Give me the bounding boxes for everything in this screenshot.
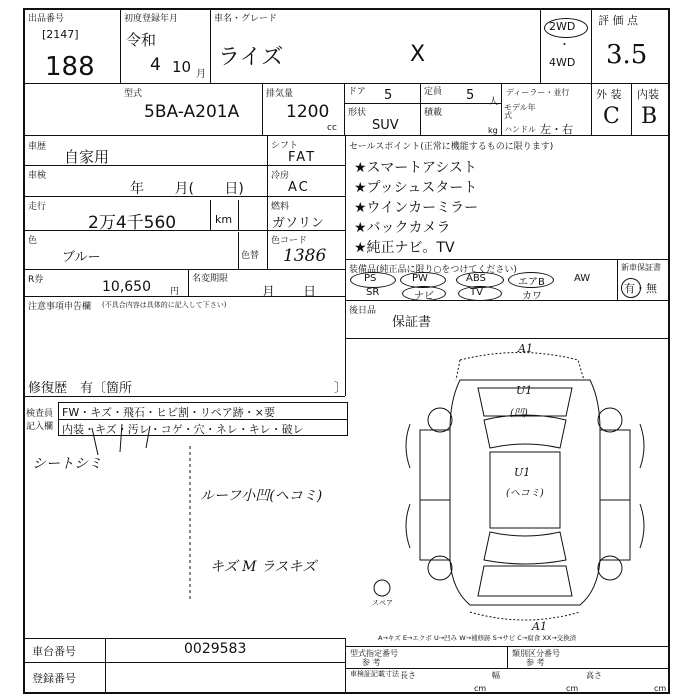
- equip-sr: SR: [366, 287, 380, 298]
- model: 5BA-A201A: [144, 102, 240, 122]
- vehicle-size-label: 車検証記載寸法: [350, 670, 399, 678]
- drive-dot: ・: [559, 38, 570, 51]
- sales-item-4: ★バックカメラ: [354, 220, 451, 236]
- reg-deadline-value: 月 日: [262, 285, 317, 300]
- inspection-label: 車検: [28, 171, 47, 181]
- shift-label: シフト: [271, 141, 299, 151]
- car-name: ライズ: [218, 45, 284, 70]
- ac: AC: [288, 180, 310, 195]
- footer-mid: [23, 662, 345, 663]
- era: 令和: [126, 31, 157, 49]
- interior-label: 内装: [637, 88, 659, 101]
- capacity-label: 定員: [424, 87, 443, 97]
- length-label: 長さ: [400, 671, 416, 680]
- color-code-label: 色コード: [271, 236, 308, 246]
- sales-item-1: ★スマートアシスト: [354, 160, 477, 176]
- reg-label: 登録番号: [32, 672, 76, 685]
- displacement-label: 排気量: [266, 89, 294, 99]
- exterior-label: 外 装: [596, 88, 622, 101]
- width-label: 幅: [492, 671, 500, 680]
- model-year-label: モデル年式: [504, 103, 536, 120]
- hand-note-3: キズ M ラスキズ: [210, 559, 317, 575]
- doors: 5: [384, 88, 393, 103]
- after-label: 後日品: [349, 306, 377, 316]
- load-label: 積載: [424, 108, 443, 118]
- diag-mark-windshield: U1: [516, 384, 533, 397]
- type-ref: 参 考: [362, 658, 381, 667]
- fuel-label: 燃料: [271, 202, 290, 212]
- sales-item-3: ★ウインカーミラー: [354, 200, 479, 216]
- equip-leather: カワ: [522, 291, 542, 302]
- lot-code: [2147]: [42, 28, 79, 41]
- hand-note-2: ルーフ小凹(ヘコミ): [200, 488, 323, 504]
- mileage-label: 走行: [28, 202, 47, 212]
- shape: SUV: [372, 118, 399, 133]
- equip-aw: AW: [574, 273, 591, 284]
- door-label: ドア: [348, 87, 366, 97]
- history-label: 車歴: [28, 142, 47, 152]
- reg-deadline-label: 名変期限: [192, 274, 229, 284]
- footer-right-mid: [345, 668, 670, 669]
- r-label: R券: [28, 275, 44, 285]
- diag-mark-rear: A1: [532, 620, 547, 633]
- category-ref: 参 考: [526, 658, 545, 667]
- drive-2wd: 2WD: [549, 20, 576, 33]
- shape-label: 形状: [348, 108, 367, 118]
- inspector-label-1: 検査員: [26, 409, 54, 419]
- color-code: 1386: [283, 246, 327, 266]
- model-label: 型式: [124, 89, 143, 99]
- lot-number: 188: [45, 52, 95, 82]
- notes-sub: (不具合内容は具体的に記入して下さい): [102, 301, 227, 309]
- diag-mark-roof-sub: (ヘコミ): [506, 488, 544, 499]
- sales-label: セールスポイント(正常に機能するものに限ります): [349, 142, 554, 152]
- handle: 左・右: [540, 123, 573, 136]
- ac-label: 冷房: [271, 171, 290, 181]
- footer-label-col: [105, 638, 106, 694]
- grade-eval: 3.5: [606, 40, 648, 70]
- hand-note-1: シートシミ: [32, 456, 102, 472]
- sales-item-5: ★純正ナビ。TV: [354, 240, 455, 256]
- exterior-grade: C: [603, 104, 620, 129]
- interior-grade: B: [641, 104, 658, 129]
- color-label: 色: [28, 236, 38, 246]
- first-reg-label: 初度登録年月: [124, 14, 179, 24]
- equipment-label: 装備品(純正品に限り○をつけてください): [349, 265, 517, 275]
- history: 自家用: [64, 148, 110, 166]
- notes-label: 注意事項申告欄: [28, 302, 92, 312]
- spare-label: スペア: [372, 599, 393, 607]
- height-label: 高さ: [586, 671, 602, 680]
- legend: A→キズ E→エクボ U→凹み W→補修跡 S→サビ C→腐食 XX→交換済: [378, 634, 577, 642]
- after-value: 保証書: [392, 315, 432, 330]
- color-change-label: 色替: [241, 251, 260, 261]
- warranty-label: 新車保証書: [621, 263, 661, 272]
- sales-item-2: ★プッシュスタート: [354, 180, 478, 196]
- equip-ps: PS: [364, 273, 377, 284]
- repair-label: 修復歴: [28, 381, 68, 396]
- grade-eval-label: 評 価 点: [598, 14, 638, 27]
- r-amount: 10,650: [102, 279, 151, 295]
- footer-right-col: [507, 646, 508, 668]
- car-name-label: 車名・グレード: [214, 14, 278, 24]
- chassis-no: 0029583: [184, 641, 247, 657]
- length-cm: cm: [474, 684, 487, 693]
- repair-bracket-end: 〕: [334, 381, 348, 396]
- yen-unit: 円: [170, 287, 180, 297]
- kg-unit: kg: [488, 126, 498, 135]
- inspector-row-2: 内装・キズ・汚レ・コゲ・穴・ネレ・キレ・破レ: [62, 423, 304, 436]
- reg-month: 10: [172, 58, 192, 76]
- lot-no-label: 出品番号: [28, 14, 65, 24]
- diag-mark-front: A1: [518, 342, 533, 355]
- reg-year: 4: [150, 55, 161, 75]
- km-unit: km: [215, 213, 233, 226]
- repair-value: 有〔箇所: [80, 381, 133, 396]
- capacity: 5: [466, 88, 475, 103]
- inspector-label-2: 記入欄: [26, 422, 54, 432]
- footer-top: [23, 638, 345, 639]
- chassis-label: 車台番号: [32, 645, 76, 658]
- inspection-value: 年 月( 日): [130, 181, 244, 197]
- diag-mark-windshield-sub: (凹): [510, 408, 528, 419]
- fuel: ガソリン: [272, 216, 325, 231]
- equip-navi: ナビ: [414, 291, 434, 302]
- grade: X: [410, 42, 426, 67]
- drive-4wd: 4WD: [549, 56, 576, 69]
- diag-mark-roof: U1: [514, 466, 531, 479]
- cc-unit: cc: [327, 123, 337, 133]
- equip-tv: TV: [470, 287, 483, 298]
- category-label: 類別区分番号: [512, 649, 560, 658]
- mileage: 2万4千560: [88, 213, 177, 233]
- equip-pw: PW: [412, 273, 428, 284]
- type-designation-label: 型式指定番号: [350, 649, 398, 658]
- capacity-unit: 人: [489, 97, 499, 107]
- equip-abs: ABS: [466, 273, 486, 284]
- height-cm: cm: [654, 684, 667, 693]
- dealer-label: ディーラー・並行: [506, 88, 570, 97]
- inspector-row-1: FW・キズ・飛石・ヒビ割・リペア跡・×要: [62, 406, 275, 419]
- displacement: 1200: [286, 102, 330, 122]
- handle-label: ハンドル: [504, 125, 536, 134]
- shift: FAT: [288, 150, 317, 165]
- width-cm: cm: [566, 684, 579, 693]
- warranty: 有・無: [624, 282, 657, 295]
- color: ブルー: [62, 250, 101, 265]
- reg-month-unit: 月: [196, 69, 206, 80]
- equip-airbag: エアB: [518, 277, 545, 288]
